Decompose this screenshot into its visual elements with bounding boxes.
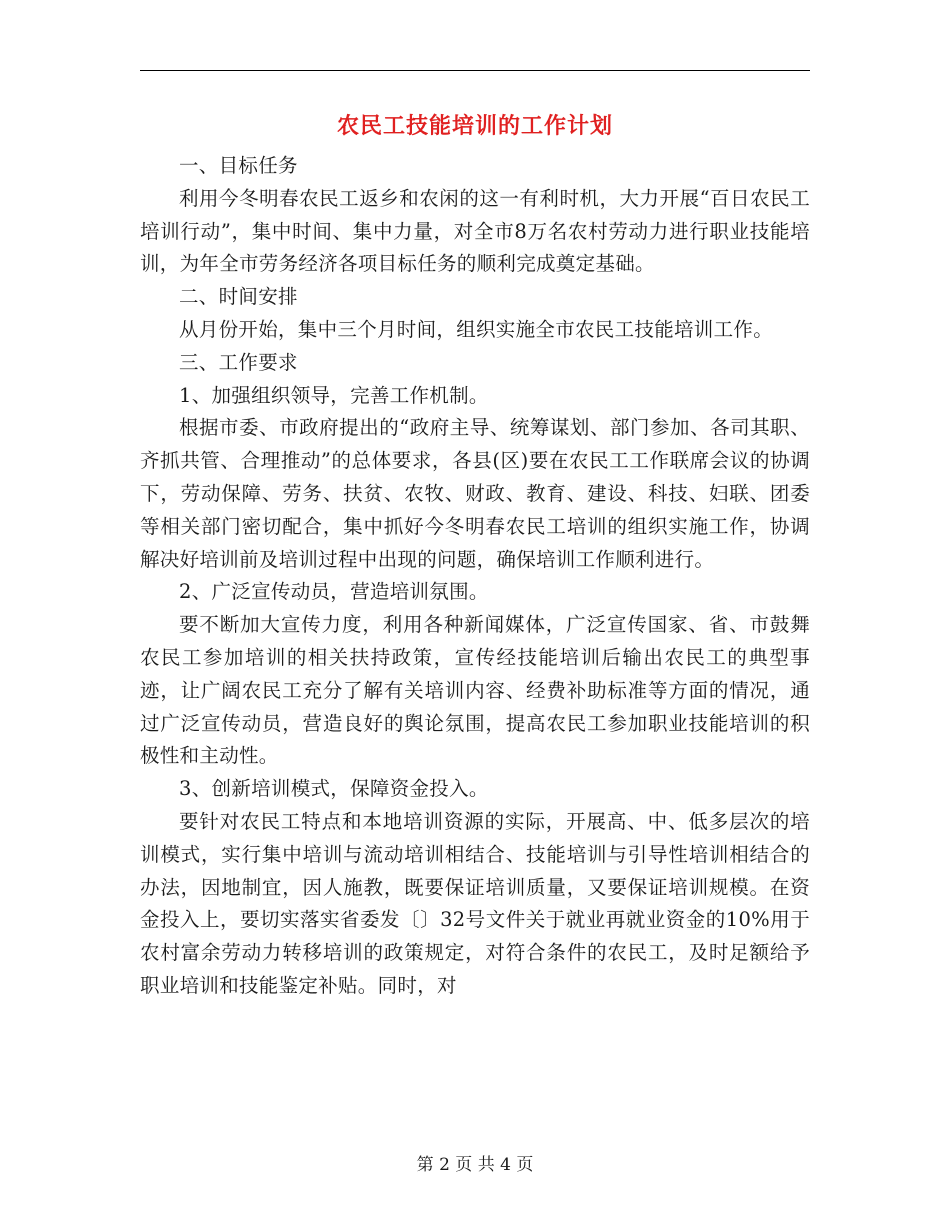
paragraph: 根据市委、市政府提出的“政府主导、统筹谋划、部门参加、各司其职、齐抓共管、合理推动”的总体要求，各县(区)要在农民工工作联席会议的协调下，劳动保障、劳务、扶贫、农牧、财政、教育、建设、科技、妇联、团委等相关部门密切配合，集中抓好今冬明春农民工培训的组织实施工作，协调解决好培训前及培训过程中出现的问题，确保培训工作顺利进行。 bbox=[140, 416, 810, 571]
section-heading-schedule: 二、时间安排 bbox=[179, 285, 298, 309]
paragraph: 利用今冬明春农民工返乡和农闲的这一有利时机，大力开展“百日农民工培训行动”，集中时间、集中力量，对全市8万名农村劳动力进行职业技能培训，为年全市劳务经济各项目标任务的顺利完成奠定基础。 bbox=[140, 186, 810, 276]
document-body bbox=[140, 150, 810, 1003]
subheading-1: 1、加强组织领导，完善工作机制。 bbox=[179, 383, 489, 407]
section-heading-requirements: 三、工作要求 bbox=[179, 350, 298, 374]
paragraph: 要不断加大宣传力度，利用各种新闻媒体，广泛宣传国家、省、市鼓舞农民工参加培训的相关扶持政策，宣传经技能培训后输出农民工的典型事迹，让广阔农民工充分了解有关培训内容、经费补助标准等方面的情况，通过广泛宣传动员，营造良好的舆论氛围，提高农民工参加职业技能培训的积极性和主动性。 bbox=[140, 613, 810, 768]
subheading-3: 3、创新培训模式，保障资金投入。 bbox=[179, 777, 489, 801]
subheading-2: 2、广泛宣传动员，营造培训氛围。 bbox=[179, 580, 489, 604]
section-heading-goals: 一、目标任务 bbox=[179, 154, 298, 177]
paragraph: 要针对农民工特点和本地培训资源的实际，开展高、中、低多层次的培训模式，实行集中培训与流动培训相结合、技能培训与引导性培训相结合的办法，因地制宜，因人施教，既要保证培训质量，又要保证培训规模。在资金投入上，要切实落实省委发〔〕32号文件关于就业再就业资金的10%用于农村富余劳动力转移培训的政策规定，对符合条件的农民工，及时足额给予职业培训和技能鉴定补贴。同时，对 bbox=[140, 809, 810, 997]
paragraph: 从月份开始，集中三个月时间，组织实施全市农民工技能培训工作。 bbox=[179, 317, 774, 341]
page-footer bbox=[0, 1152, 950, 1178]
document-title: 农民工技能培训的工作计划 bbox=[336, 113, 613, 139]
page-number: 第 2 页 共 4 页 bbox=[416, 1155, 534, 1175]
header-rule bbox=[140, 70, 810, 71]
